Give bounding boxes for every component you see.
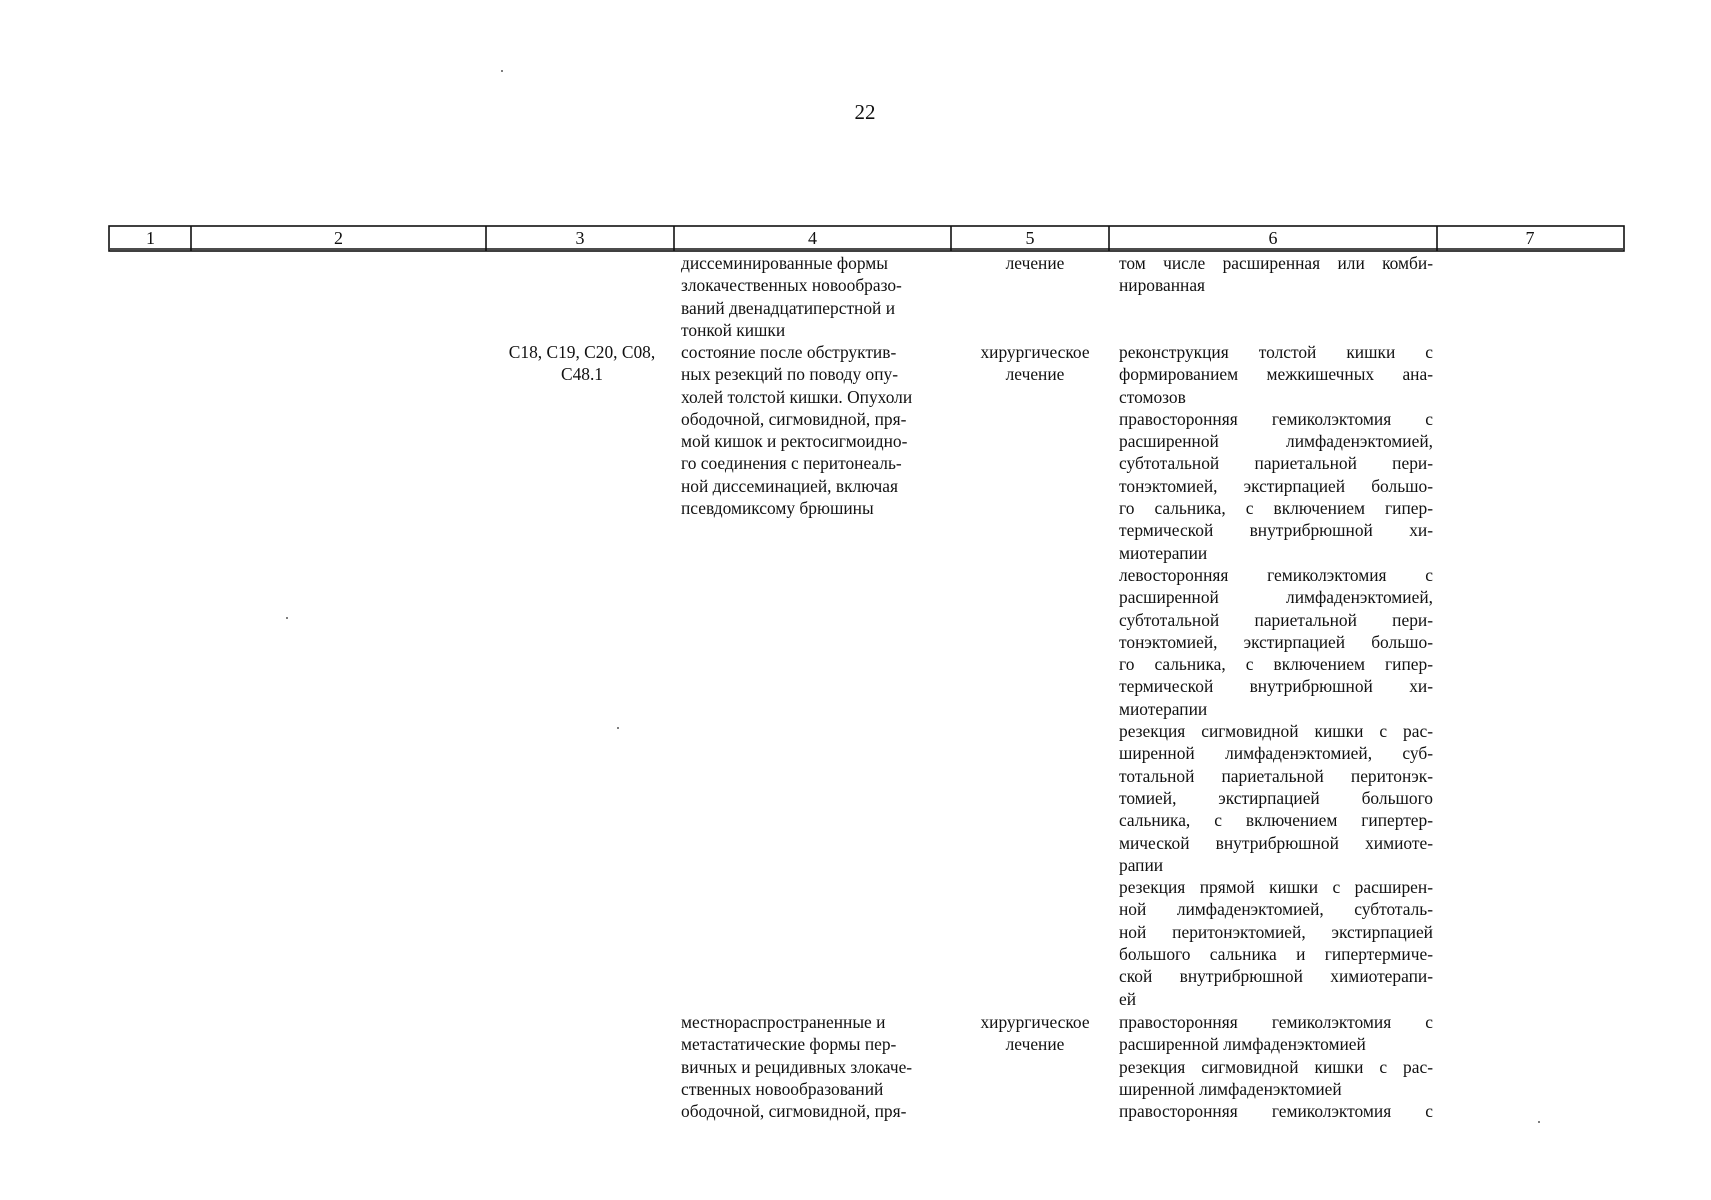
text-line: мой кишок и ректосигмоидно-	[681, 431, 908, 452]
text-line: расширенной лимфаденэктомией,	[1119, 431, 1433, 452]
text-line: левосторонняя гемиколэктомия с	[1119, 564, 1433, 585]
text-line: рапии	[1119, 854, 1164, 875]
page-number: 22	[854, 100, 876, 124]
text-line: местнораспространенные и	[681, 1012, 886, 1032]
text-line: стомозов	[1119, 386, 1186, 407]
text-line: реконструкция толстой кишки с	[1119, 342, 1433, 362]
text-line: вичных и рецидивных злокаче-	[681, 1056, 913, 1077]
text-line: тонэктомией, экстирпацией большо-	[1119, 475, 1433, 496]
header-col-7: 7	[1525, 228, 1535, 248]
text-line: го соединения с перитонеаль-	[681, 453, 902, 474]
scan-speck	[617, 727, 619, 729]
row2-codes	[490, 341, 674, 386]
text-line: ширенной лимфаденэктомией, суб-	[1119, 743, 1433, 764]
row1-method	[1119, 252, 1433, 297]
text-line: лечение	[1005, 253, 1065, 273]
text-line: резекция прямой кишки с расширен-	[1119, 877, 1433, 898]
text-line: правосторонняя гемиколэктомия с	[1119, 1012, 1433, 1032]
text-line: расширенной лимфаденэктомией	[1119, 1034, 1366, 1055]
row1-diagnosis	[681, 252, 951, 341]
text-line: субтотальной париетальной пери-	[1119, 453, 1433, 474]
text-line: ной лимфаденэктомией, субтоталь-	[1119, 899, 1433, 920]
text-line: тонкой кишки	[681, 319, 786, 340]
text-line: ной диссеминацией, включая	[681, 475, 898, 496]
row2-method	[1119, 341, 1433, 1010]
text-line: холей толстой кишки. Опухоли	[681, 386, 913, 407]
text-line: ной перитонэктомией, экстирпацией	[1119, 921, 1433, 942]
text-line: миотерапии	[1119, 542, 1208, 563]
text-line: хирургическое	[980, 342, 1090, 362]
text-line: метастатические формы пер-	[681, 1034, 897, 1055]
text-line: том числе расширенная или комби-	[1119, 253, 1433, 273]
header-col-2: 2	[334, 228, 343, 248]
text-line: ободочной, сигмовидной, пря-	[681, 1101, 907, 1122]
row1-treatment	[955, 252, 1115, 274]
text-line: лечение	[1005, 1034, 1065, 1055]
text-line: нированная	[1119, 275, 1206, 296]
scan-speck	[286, 617, 288, 619]
text-line: диссеминированные формы	[681, 253, 888, 273]
text-line: миотерапии	[1119, 698, 1208, 719]
text-line: сальника, с включением гипертер-	[1119, 810, 1433, 831]
text-line: тонэктомией, экстирпацией большо-	[1119, 631, 1433, 652]
row2-diagnosis	[681, 341, 951, 519]
text-line: мической внутрибрюшной химиоте-	[1119, 832, 1433, 853]
text-line: формированием межкишечных ана-	[1119, 364, 1433, 385]
header-col-5: 5	[1025, 228, 1035, 248]
text-line: большого сальника и гипертермиче-	[1119, 944, 1433, 965]
row3-treatment	[955, 1011, 1115, 1056]
header-col-6: 6	[1268, 228, 1278, 248]
header-col-3: 3	[575, 228, 585, 248]
text-line: го сальника, с включением гипер-	[1119, 654, 1433, 675]
text-line: ных резекций по поводу опу-	[681, 364, 898, 385]
row3-method	[1119, 1011, 1433, 1122]
text-line: злокачественных новообразо-	[681, 275, 902, 296]
text-line: ей	[1119, 988, 1137, 1009]
text-line: субтотальной париетальной пери-	[1119, 609, 1433, 630]
scan-speck	[1538, 1121, 1540, 1123]
text-line: ободочной, сигмовидной, пря-	[681, 408, 907, 429]
text-line: псевдомиксому брюшины	[681, 498, 874, 519]
text-line: ширенной лимфаденэктомией	[1119, 1078, 1342, 1099]
text-line: хирургическое	[980, 1012, 1090, 1032]
text-line: томией, экстирпацией большого	[1119, 787, 1433, 808]
text-line: правосторонняя гемиколэктомия с	[1119, 1101, 1433, 1122]
text-line: ваний двенадцатиперстной и	[681, 297, 896, 318]
row3-diagnosis	[681, 1011, 951, 1122]
text-line: термической внутрибрюшной хи-	[1119, 676, 1433, 697]
text-line: лечение	[1005, 364, 1065, 385]
text-line: состояние после обструктив-	[681, 342, 897, 362]
text-line: ственных новообразований	[681, 1078, 884, 1099]
text-line: резекция сигмовидной кишки с рас-	[1119, 721, 1433, 742]
text-line: тотальной париетальной перитонэк-	[1119, 765, 1433, 786]
header-col-4: 4	[808, 228, 817, 248]
text-line: расширенной лимфаденэктомией,	[1119, 587, 1433, 608]
text-line: термической внутрибрюшной хи-	[1119, 520, 1433, 541]
row2-treatment	[955, 341, 1115, 386]
text-line: С18, С19, С20, С08,	[508, 342, 656, 362]
scan-speck	[501, 70, 503, 72]
text-line: го сальника, с включением гипер-	[1119, 498, 1433, 519]
text-line: правосторонняя гемиколэктомия с	[1119, 408, 1433, 429]
text-line: С48.1	[560, 364, 604, 385]
header-col-1: 1	[146, 228, 155, 248]
text-line: ской внутрибрюшной химиотерапи-	[1119, 966, 1433, 987]
text-line: резекция сигмовидной кишки с рас-	[1119, 1056, 1433, 1077]
